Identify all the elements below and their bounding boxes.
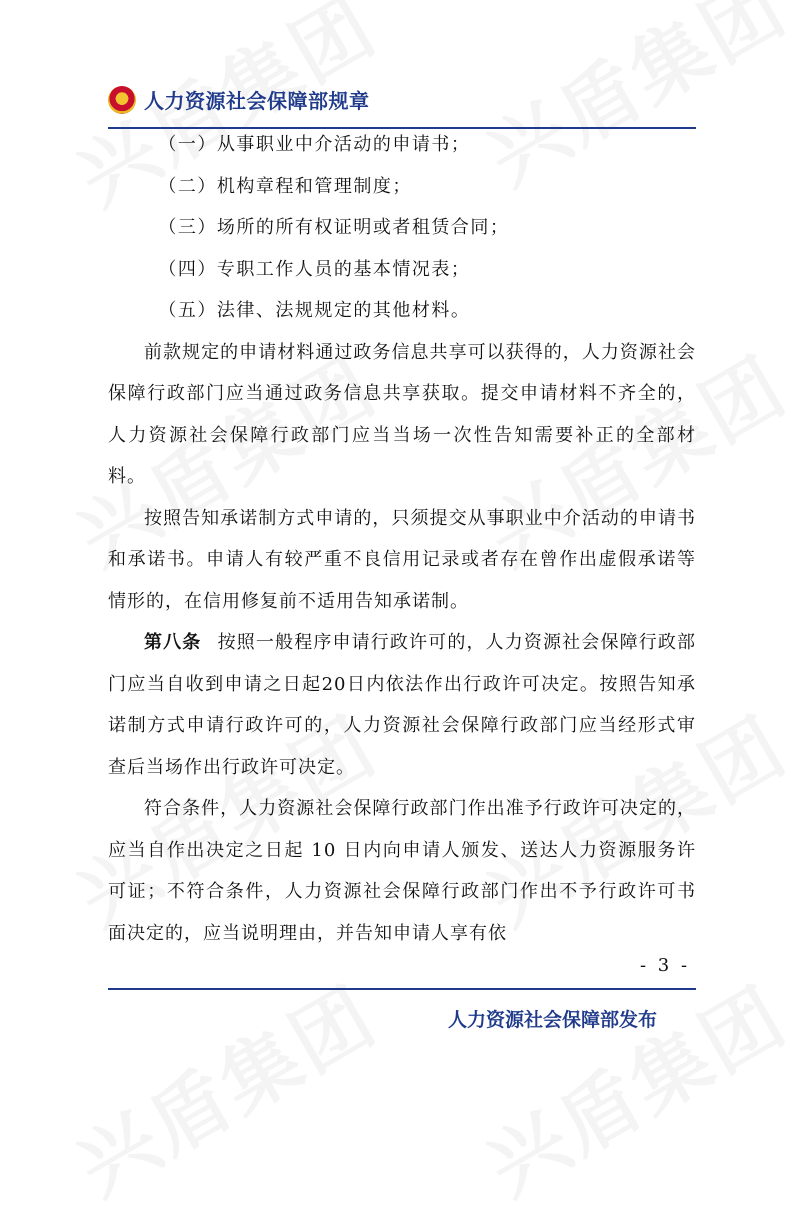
footer-publisher: 人力资源社会保障部发布 [448, 1009, 658, 1031]
list-item: （四）专职工作人员的基本情况表； [158, 258, 471, 280]
page-number: - 3 - [640, 955, 691, 976]
national-emblem-icon [108, 86, 136, 114]
paragraph: 按照告知承诺制方式申请的，只须提交从事职业中介活动的申请书和承诺书。申请人有较严重不良信用记录或者存在曾作出虚假承诺等情形的，在信用修复前不适用告知承诺制。 [108, 507, 696, 612]
list-item: （一）从事职业中介活动的申请书； [158, 134, 471, 155]
document-body [108, 124, 696, 954]
list-item: （二）机构章程和管理制度； [158, 175, 412, 197]
header-title: 人力资源社会保障部规章 [144, 89, 370, 113]
list-item: （三）场所的所有权证明或者租赁合同； [158, 217, 510, 238]
watermark [464, 955, 793, 1216]
paragraph: 符合条件，人力资源社会保障行政部门作出准予行政许可决定的，应当自作出决定之日起 10 日内向申请人颁发、送达人力资源服务许可证；不符合条件，人力资源社会保障行政部门作出不予行政许可书面决定的，应当说明理由，并告知申请人享有依 [108, 798, 696, 944]
article-number: 第八条 [144, 632, 202, 653]
article-text: 按照一般程序申请行政许可的，人力资源社会保障行政部门应当自收到申请之日起20日内依法作出行政许可决定。按照告知承诺制方式申请行政许可的，人力资源社会保障行政部门应当经形式审查后当场作出行政许可决定。 [108, 632, 697, 778]
list-item: （五）法律、法规规定的其他材料。 [158, 300, 471, 321]
footer-divider [108, 988, 696, 990]
article-paragraph [108, 622, 696, 788]
page-header [108, 82, 696, 128]
watermark [54, 955, 394, 1216]
paragraph: 前款规定的申请材料通过政务信息共享可以获得的，人力资源社会保障行政部门应当通过政务信息共享获取。提交申请材料不齐全的，人力资源社会保障行政部门应当当场一次性告知需要补正的全部材料。 [108, 341, 696, 487]
